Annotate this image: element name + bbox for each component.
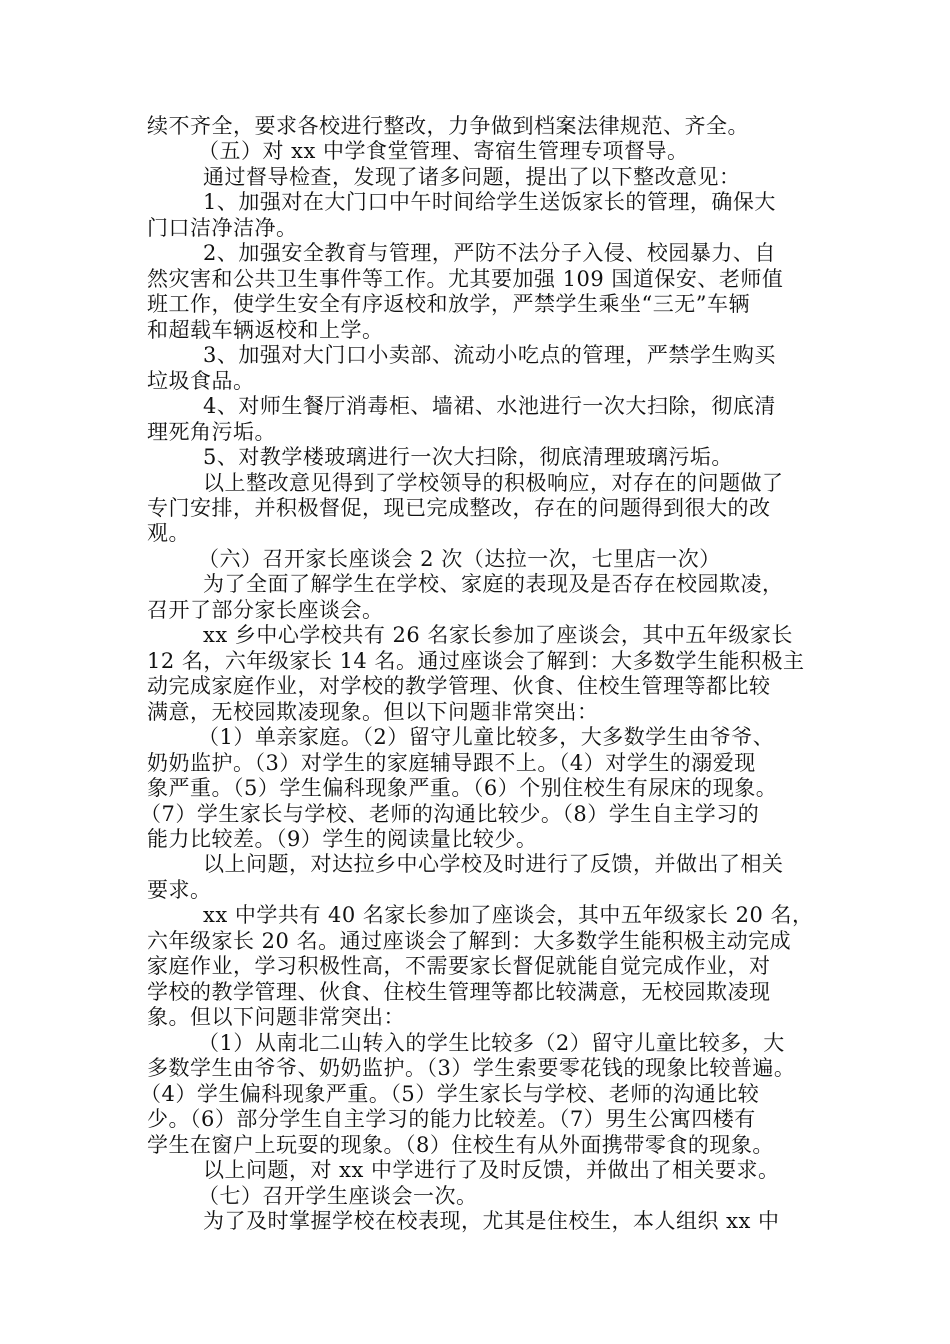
text-line: 为了及时掌握学校在校表现，尤其是住校生，本人组织 xx 中 [203,1209,780,1233]
text-line: xx 中学共有 40 名家长参加了座谈会，其中五年级家长 20 名， [203,903,814,927]
text-line: 召开了部分家长座谈会。 [147,598,384,622]
text-line: 然灾害和公共卫生事件等工作。尤其要加强 109 国道保安、老师值 [147,267,784,291]
text-line: 门口洁净洁净。 [147,216,298,240]
text-line: 续不齐全，要求各校进行整改，力争做到档案法律规范、齐全。 [147,114,749,138]
text-line: xx 乡中心学校共有 26 名家长参加了座谈会，其中五年级家长 [203,623,793,647]
text-line: 理死角污垢。 [147,420,276,444]
text-line: 象严重。（5）学生偏科现象严重。（6）个别住校生有尿床的现象。 [147,776,778,800]
text-line: （7）学生家长与学校、老师的沟通比较少。（8）学生自主学习的 [140,802,760,826]
text-line: 象。但以下问题非常突出： [147,1005,405,1029]
text-line: （4）学生偏科现象严重。（5）学生家长与学校、老师的沟通比较 [140,1082,760,1106]
text-line: 动完成家庭作业，对学校的教学管理、伙食、住校生管理等都比较 [147,674,771,698]
text-line: 1、加强对在大门口中午时间给学生送饭家长的管理，确保大 [203,190,776,214]
text-line: 5、对教学楼玻璃进行一次大扫除，彻底清理玻璃污垢。 [203,445,733,469]
text-line: 能力比较差。（9）学生的阅读量比较少。 [147,827,538,851]
text-line: 2、加强安全教育与管理，严防不法分子入侵、校园暴力、自 [203,241,776,265]
text-line: 专门安排，并积极督促，现已完成整改，存在的问题得到很大的改 [147,496,771,520]
text-line: 要求。 [147,878,212,902]
text-line: （1）从南北二山转入的学生比较多（2）留守儿童比较多，大 [198,1031,785,1055]
text-line: 4、对师生餐厅消毒柜、墙裙、水池进行一次大扫除，彻底清 [203,394,776,418]
text-line: 以上问题，对 xx 中学进行了及时反馈，并做出了相关要求。 [203,1158,780,1182]
text-line: （七）召开学生座谈会一次。 [198,1184,478,1208]
text-line: 多数学生由爷爷、奶奶监护。（3）学生索要零花钱的现象比较普遍。 [147,1056,796,1080]
text-line: 学校的教学管理、伙食、住校生管理等都比较满意，无校园欺凌现 [147,980,771,1004]
text-line: 观。 [147,521,190,545]
text-line: 以上问题，对达拉乡中心学校及时进行了反馈，并做出了相关 [203,852,784,876]
text-line: 和超载车辆返校和上学。 [147,318,384,342]
text-line: 12 名，六年级家长 14 名。通过座谈会了解到：大多数学生能积极主 [147,649,805,673]
text-line: 少。（6）部分学生自主学习的能力比较差。（7）男生公寓四楼有 [147,1107,756,1131]
text-line: 3、加强对大门口小卖部、流动小吃点的管理，严禁学生购买 [203,343,776,367]
text-line: 班工作，使学生安全有序返校和放学，严禁学生乘坐“三无”车辆 [147,292,750,316]
text-line: 奶奶监护。（3）对学生的家庭辅导跟不上。（4）对学生的溺爱现 [147,751,756,775]
text-line: （六）召开家长座谈会 2 次（达拉一次，七里店一次） [198,547,721,571]
text-line: 为了全面了解学生在学校、家庭的表现及是否存在校园欺凌， [203,572,784,596]
text-line: 六年级家长 20 名。通过座谈会了解到：大多数学生能积极主动完成 [147,929,792,953]
text-line: 满意，无校园欺凌现象。但以下问题非常突出： [147,700,599,724]
text-line: 通过督导检查，发现了诸多问题，提出了以下整改意见： [203,165,741,189]
text-line: 以上整改意见得到了学校领导的积极响应，对存在的问题做了 [203,471,784,495]
text-line: 垃圾食品。 [147,369,255,393]
text-line: （1）单亲家庭。（2）留守儿童比较多，大多数学生由爷爷、 [198,725,775,749]
text-line: 家庭作业，学习积极性高，不需要家长督促就能自觉完成作业，对 [147,954,771,978]
text-line: （五）对 xx 中学食堂管理、寄宿生管理专项督导。 [198,139,689,163]
text-line: 学生在窗户上玩耍的现象。（8）住校生有从外面携带零食的现象。 [147,1133,774,1157]
